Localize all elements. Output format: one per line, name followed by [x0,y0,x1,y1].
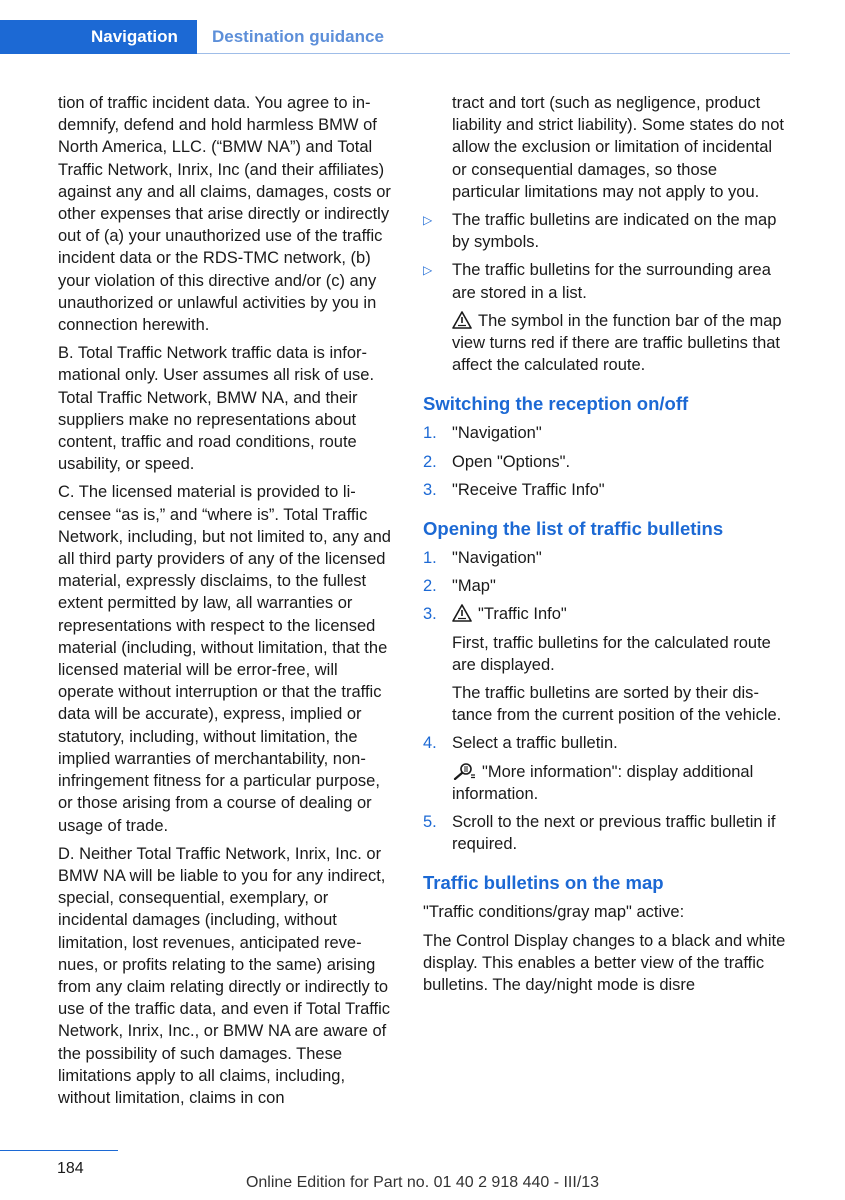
step-text: Select a traffic bulletin. [452,734,618,753]
step-item [423,422,789,444]
step-note: First, traffic bulletins for the calculated route are displayed. [452,633,771,674]
header-tab-destination-guidance: Destination guidance [212,27,384,46]
right-column [423,92,789,1002]
footer-divider [0,1150,118,1151]
page-header [0,20,790,56]
step-text: "Receive Traffic Info" [452,480,605,499]
map-paragraph: The Control Display changes to a black and white display. This enables a better view of the traffic bulletins. The day/night mode is disre [423,931,786,995]
left-paragraph: tion of traffic incident data. You agree to indemnify, defend and hold harmless BMW of North America, LLC. (“BMW NA”) and Total Traffic Network, Inrix, Inc (and their affiliates) against any and all claims, damages, costs or other expenses that arise directly or indirectly out of (a) your unauthorized use of the traffic incident data or the RDS-TMC network, (b) your violation of this directive and/or (c) any unauthorized or unlawful activities by you in connection herewith. [58,94,391,335]
step-text: "Navigation" [452,549,542,568]
step-number: 4. [423,734,437,753]
step-note [423,761,789,805]
left-column [58,92,396,1115]
bullet-item [423,259,789,303]
header-tab-navigation: Navigation [0,20,197,54]
section-heading-list: Opening the list of traffic bulletins [423,518,724,540]
bullet-triangle-icon: ▷ [423,263,433,278]
bullet-triangle-icon: ▷ [423,213,433,228]
continued-paragraph: tract and tort (such as negligence, product liability and strict liability). Some states do not allow the exclusion or limitation of incidental or consequential damages, so those particular limitations may not apply to you. [452,94,784,201]
step-number: 1. [423,549,437,568]
left-paragraph: B. Total Traffic Network traffic data is informational only. User assumes all risk of use. Total Traffic Network, BMW NA, and their suppliers make no representations about content, traffic and road conditions, route usability, or speed. [58,344,375,474]
step-number: 3. [423,605,437,624]
bullet-text: The traffic bulletins for the surrounding area are stored in a list. [452,261,771,302]
left-paragraph: C. The licensed material is provided to licensee “as is,” and “where is”. Total Traffic Network, including, but not limited to, any and all third party providers of any of the licensed material, expressly disclaims, to the fullest extent permitted by law, all warranties or representations with respect to the licensed material (including, without limitation, that the licensed material will be error-free, will operate without interruption or that the traffic data will be accurate), express, implied or statutory, including, without limitation, the implied warranties of merchantability, non-infringement fitness for a particular purpose, or those arising from a course of dealing or usage of trade. [58,483,391,835]
step-item [423,811,789,855]
step-item [423,479,789,501]
footer-edition: Online Edition for Part no. 01 40 2 918 440 - III/13 [245,1174,600,1191]
symbol-note [423,310,789,377]
section-heading-map: Traffic bulletins on the map [423,872,664,894]
step-item [423,603,789,625]
magnifier-info-icon [452,762,476,780]
step-item [423,451,789,473]
bullet-item [423,209,789,253]
step-number: 3. [423,480,437,499]
step-text: Open "Options". [452,452,571,471]
warning-triangle-icon [452,604,472,622]
map-paragraph: "Traffic conditions/gray map" active: [423,903,685,922]
step-item [423,547,789,569]
page-number: 184 [57,1160,84,1177]
step-number: 1. [423,424,437,443]
step-item [423,575,789,597]
symbol-note-text: The symbol in the function bar of the map view turns red if there are traffic bulletins that affect the calculated route. [452,311,782,375]
step-text: Scroll to the next or previous traffic bulletin if required. [452,813,776,854]
step-text: "Navigation" [452,424,542,443]
step-note-text: "More information": display additional information. [452,762,754,803]
bullet-text: The traffic bulletins are indicated on the map by symbols. [452,211,777,252]
header-divider [197,53,790,54]
section-heading-reception: Switching the reception on/off [423,393,689,415]
warning-triangle-icon [452,311,472,329]
step-number: 2. [423,452,437,471]
step-note: The traffic bulletins are sorted by their distance from the current position of the vehicle. [452,684,782,725]
step-text: "Map" [452,577,496,596]
step-text: "Traffic Info" [478,605,567,624]
step-item [423,732,789,754]
step-number: 5. [423,813,437,832]
left-paragraph: D. Neither Total Traffic Network, Inrix, Inc. or BMW NA will be liable to you for any indirect, special, consequential, exemplary, or incidental damages (including, without limitation, lost revenues, anticipated revenues, or profits relating to the same) arising from any claim relating directly or indirectly to use of the traffic data, and even if Total Traffic Network, Inrix, Inc., or BMW NA are aware of the possibility of such damages. These limitations apply to all claims, including, without limitation, claims in con [58,844,391,1107]
step-number: 2. [423,577,437,596]
